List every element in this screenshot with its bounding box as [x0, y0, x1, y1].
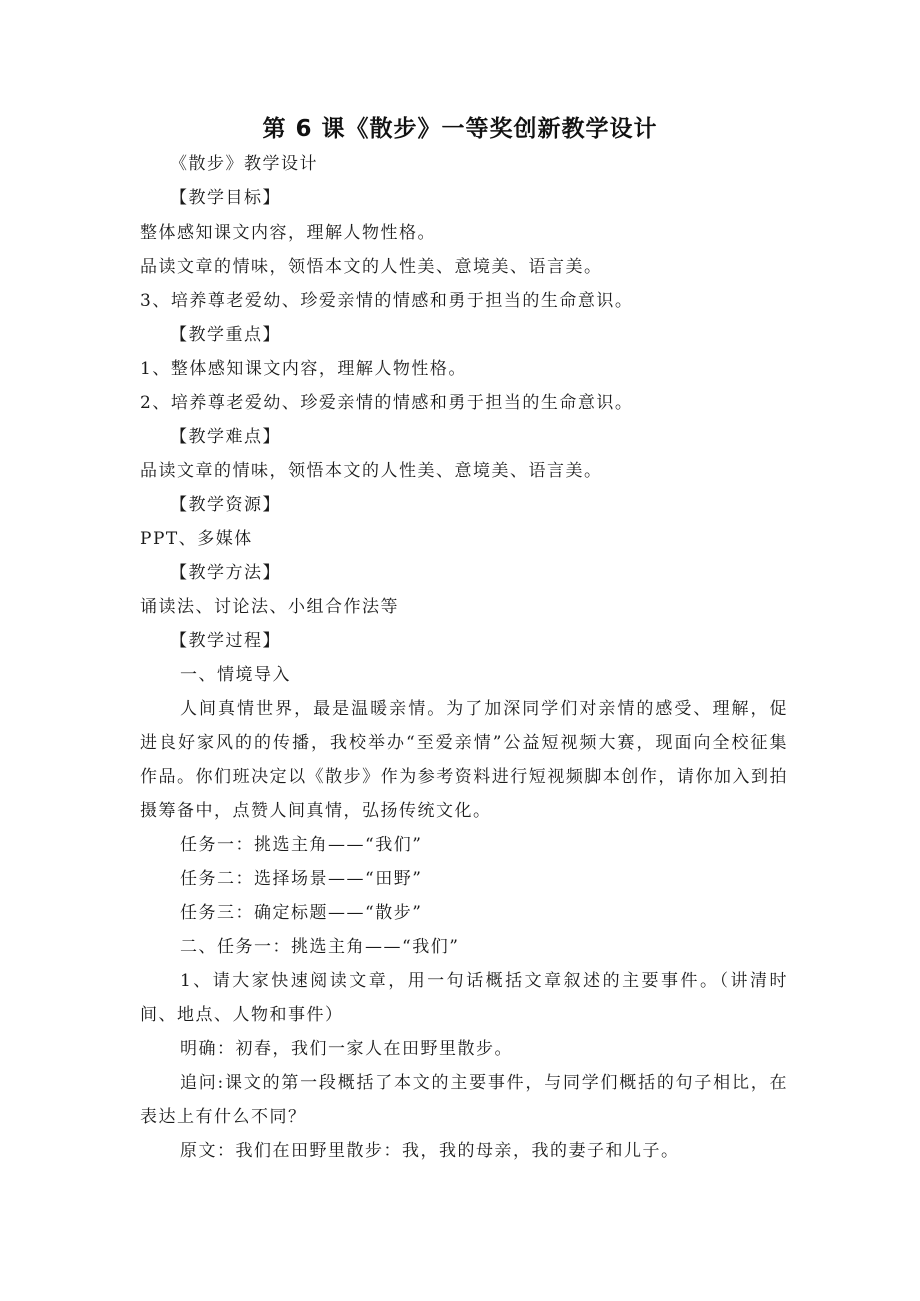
step1-heading: 一、情境导入 [180, 665, 291, 685]
objective-item: 整体感知课文内容，理解人物性格。 [140, 223, 436, 243]
task-item: 任务一：挑选主角——“我们” [180, 835, 423, 855]
step2-heading: 二、任务一：挑选主角——“我们” [180, 937, 460, 957]
key-point-item: 1、整体感知课文内容，理解人物性格。 [140, 359, 467, 379]
task-item: 任务三：确定标题——“散步” [180, 903, 423, 923]
subtitle: 《散步》教学设计 [170, 154, 318, 174]
step1-paragraph: 人间真情世界，最是温暖亲情。为了加深同学们对亲情的感受、理解，促进良好家风的的传播，我校举办“至爱亲情”公益短视频大赛，现面向全校征集作品。你们班决定以《散步》作为参考资料进行短视频脚本创作，请你加入到拍摄筹备中，点赞人间真情，弘扬传统文化。 [140, 699, 788, 821]
step2-followup: 追问:课文的第一段概括了本文的主要事件，与同学们概括的句子相比，在表达上有什么不同？ [140, 1073, 788, 1127]
difficulties-text: 品读文章的情味，领悟本文的人性美、意境美、语言美。 [140, 461, 603, 481]
process-heading: 【教学过程】 [170, 631, 281, 651]
key-point-item: 2、培养尊老爱幼、珍爱亲情的情感和勇于担当的生命意识。 [140, 393, 634, 413]
document-title: 第 6 课《散步》一等奖创新教学设计 [262, 116, 658, 142]
resources-text: PPT、多媒体 [140, 529, 253, 549]
methods-text: 诵读法、讨论法、小组合作法等 [140, 597, 399, 617]
objective-item: 3、培养尊老爱幼、珍爱亲情的情感和勇于担当的生命意识。 [140, 291, 634, 311]
step2-original: 原文：我们在田野里散步：我，我的母亲，我的妻子和儿子。 [180, 1141, 680, 1161]
methods-heading: 【教学方法】 [170, 563, 281, 583]
difficulties-heading: 【教学难点】 [170, 427, 281, 447]
key-points-heading: 【教学重点】 [170, 325, 281, 345]
step2-answer: 明确：初春，我们一家人在田野里散步。 [180, 1039, 513, 1059]
objective-item: 品读文章的情味，领悟本文的人性美、意境美、语言美。 [140, 257, 603, 277]
task-item: 任务二：选择场景——“田野” [180, 869, 423, 889]
step2-question: 1、请大家快速阅读文章，用一句话概括文章叙述的主要事件。（讲清时间、地点、人物和事件） [140, 971, 788, 1025]
resources-heading: 【教学资源】 [170, 495, 281, 515]
objectives-heading: 【教学目标】 [170, 188, 281, 208]
